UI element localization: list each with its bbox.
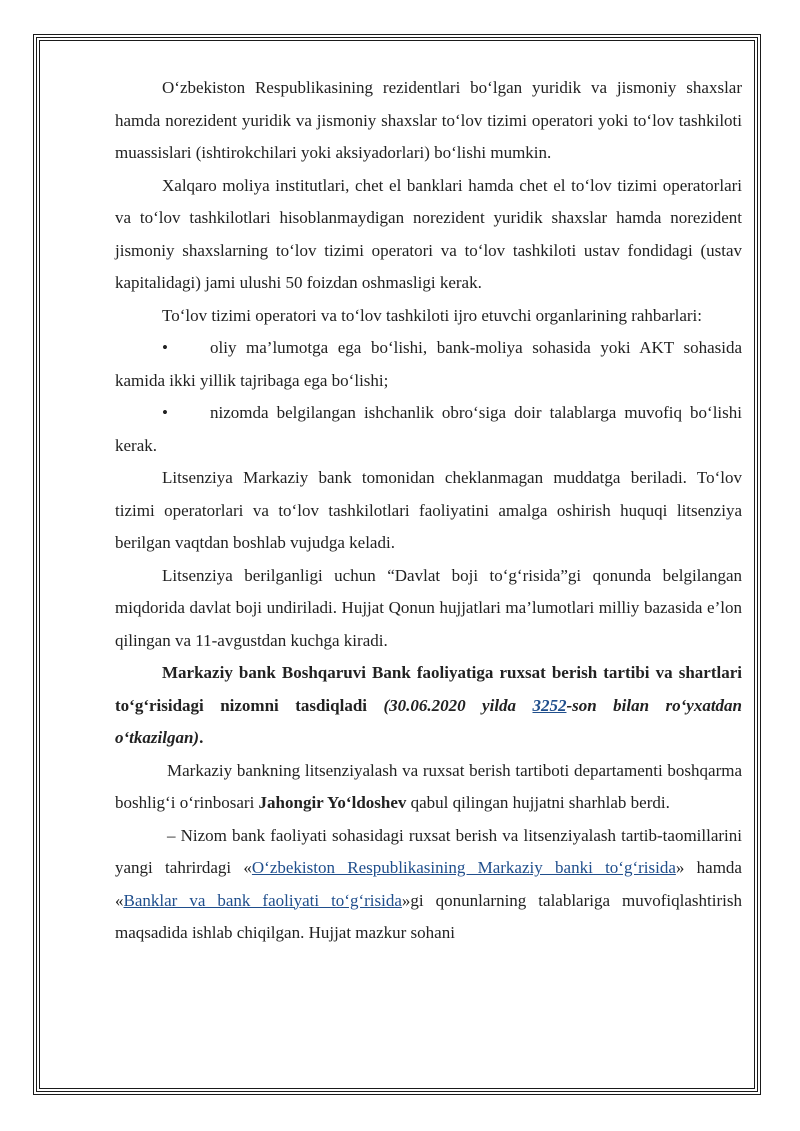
document-body: [115, 72, 742, 950]
commentator-pre: Markaziy bankning litsenziyalash va ruxsat berish tartiboti departamenti boshqarma boshlig‘i o‘rinbosari: [115, 760, 742, 812]
bullet-text: oliy ma’lumotga ega bo‘lishi, bank-moliya sohasida yoki AKT sohasida kamida ikki yillik tajribaga ega bo‘lishi;: [115, 338, 742, 390]
purpose-post: »gi qonunlarning talablariga muvofiqlashtirish maqsadida ishlab chiqilgan. Hujjat mazkur sohani: [115, 890, 742, 942]
purpose-mid: » hamda «: [115, 858, 742, 910]
banks-law-link[interactable]: Banklar va bank faoliyati to‘g‘risida: [123, 890, 402, 910]
paragraph-founders: O‘zbekiston Respublikasining rezidentlari bo‘lgan yuridik va jismoniy shaxslar hamda norezident yuridik va jismoniy shaxslar to‘lov tizimi operatori yoki to‘lov tashkiloti muassislari (ishtirokchilari yoki aksiyadorlari) bo‘lishi mumkin.: [115, 78, 742, 162]
bullet-education: [115, 332, 742, 397]
commentator-post: qabul qilingan hujjatni sharhlab berdi.: [406, 793, 670, 812]
central-bank-law-link[interactable]: O‘zbekiston Respublikasining Markaziy banki to‘g‘risida: [251, 858, 676, 877]
purpose-pre: – Nizom bank faoliyati sohasidagi ruxsat berish va litsenziyalash tartib-taomillarini yangi tahrirdagi «: [115, 825, 742, 877]
bullet-text: nizomda belgilangan ishchanlik obro‘siga doir talablarga muvofiq bo‘lishi kerak.: [115, 403, 742, 455]
paragraph-state-fee: Litsenziya berilganligi uchun “Davlat boji to‘g‘risida”gi qonunda belgilangan miqdorida davlat boji undiriladi. Hujjat Qonun hujjatlari ma’lumotlari milliy bazasida e’lon qilingan va 11-avgustdan kuchga kiradi.: [115, 565, 742, 650]
commentator-name: Jahongir Yo‘ldoshev: [258, 793, 407, 812]
bullet-mark: •: [162, 338, 168, 357]
heading-end: .: [199, 728, 204, 747]
registration-number-link[interactable]: 3252: [532, 695, 567, 715]
paragraph-commentator: [115, 755, 742, 820]
paragraph-nonresident-share: Xalqaro moliya institutlari, chet el banklari hamda chet el to‘lov tizimi operatorlari va to‘lov tashkilotlari hisoblanmaydigan norezident yuridik shaxslar hamda norezident jismoniy shaxslarning to‘lov tizimi operatori va to‘lov tashkiloti ustav fondidagi (ustav kapitalidagi) jami ulushi 50 foizdan oshmasligi kerak.: [115, 175, 742, 292]
heading-regulation: [115, 657, 742, 755]
paragraph-executives-intro: To‘lov tizimi operatori va to‘lov tashkiloti ijro etuvchi organlarining rahbarlari:: [162, 305, 702, 325]
heading-bold-text: Markaziy bank Boshqaruvi Bank faoliyatiga ruxsat berish tartibi va shartlari to‘g‘risidagi nizomni tasdiqladi: [115, 663, 742, 715]
paragraph-regulation-purpose: [115, 820, 742, 950]
paragraph-license-term: Litsenziya Markaziy bank tomonidan cheklanmagan muddatga beriladi. To‘lov tizimi operatorlari va to‘lov tashkilotlari faoliyatini amalga oshirish huquqi litsenziya berilgan vaqtdan boshlab vujudga keladi.: [115, 468, 742, 552]
bullet-mark: •: [162, 403, 168, 422]
heading-italic-post: -son bilan ro‘yxatdan o‘tkazilgan): [115, 695, 742, 747]
heading-italic-pre: (30.06.2020 yilda: [383, 695, 533, 715]
bullet-reputation: [115, 397, 742, 462]
